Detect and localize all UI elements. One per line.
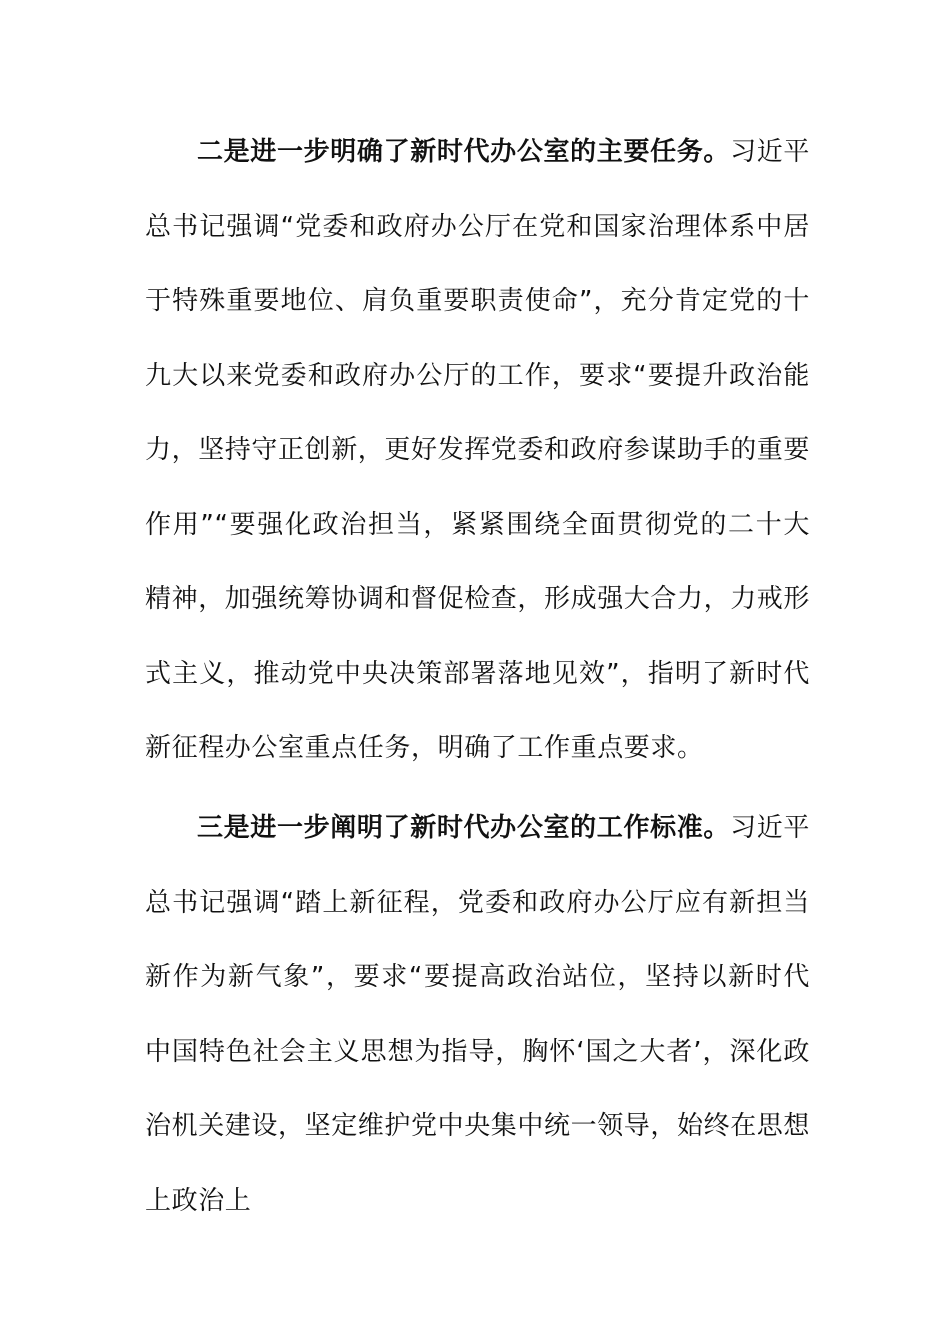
paragraph-main-tasks bbox=[145, 115, 810, 786]
paragraph-body-text: 习近平总书记强调“踏上新征程，党委和政府办公厅应有新担当新作为新气象”，要求“要提高政治站位，坚持以新时代中国特色社会主义思想为指导，胸怀‘国之大者’，深化政治机关建设，坚定维护党中央集中统一领导，始终在思想上政治上 bbox=[145, 813, 811, 1216]
paragraph-lead-heading: 二是进一步明确了新时代办公室的主要任务。 bbox=[197, 137, 731, 167]
paragraph-work-standards bbox=[145, 791, 810, 1238]
paragraph-body-text: 习近平总书记强调“党委和政府办公厅在党和国家治理体系中居于特殊重要地位、肩负重要职责使命”，充分肯定党的十九大以来党委和政府办公厅的工作，要求“要提升政治能力，坚持守正创新，更好发挥党委和政府参谋助手的重要作用”“要强化政治担当，紧紧围绕全面贯彻党的二十大精神，加强统筹协调和督促检查，形成强大合力，力戒形式主义，推动党中央决策部署落地见效”，指明了新时代新征程办公室重点任务，明确了工作重点要求。 bbox=[145, 137, 811, 763]
paragraph-lead-heading: 三是进一步阐明了新时代办公室的工作标准。 bbox=[197, 813, 731, 843]
